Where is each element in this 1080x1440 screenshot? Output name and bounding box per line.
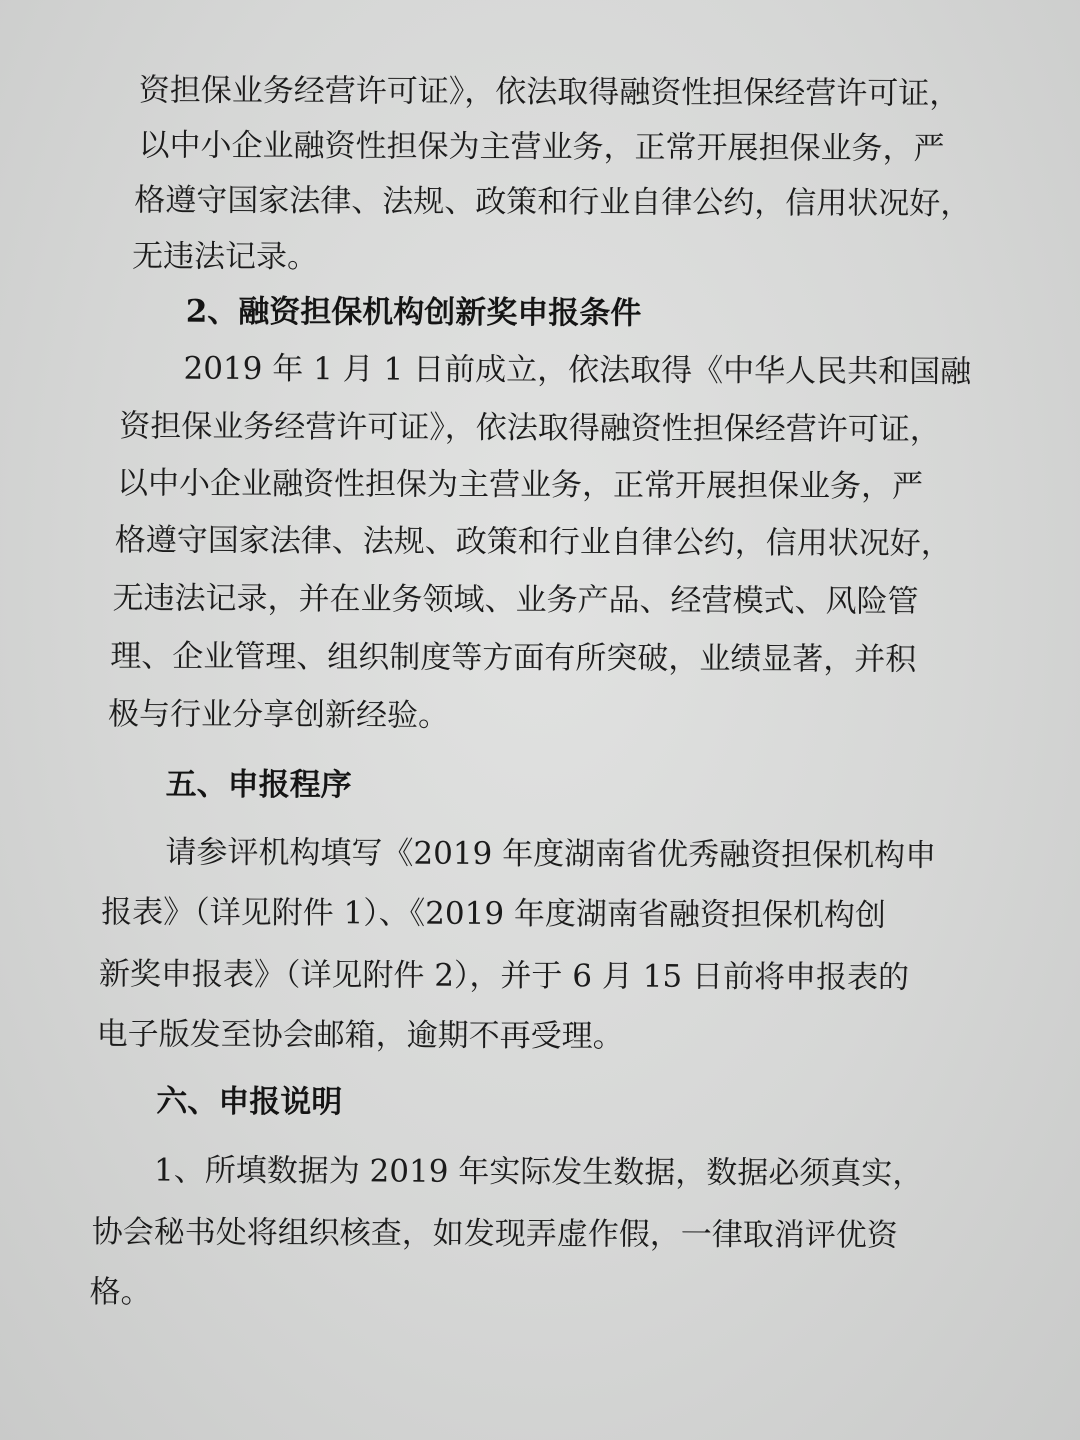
body-line-12: 极与行业分享创新经验。 bbox=[107, 696, 450, 734]
body-line-10: 无违法记录，并在业务领域、业务产品、经营模式、风险管 bbox=[112, 580, 919, 620]
document-page bbox=[57, 0, 972, 1440]
body-line-1: 资担保业务经营许可证》，依法取得融资性担保经营许可证， bbox=[138, 72, 961, 112]
body-line-17: 电子版发至协会邮箱，逾期不再受理。 bbox=[96, 1016, 624, 1055]
body-line-7: 资担保业务经营许可证》，依法取得融资性担保经营许可证， bbox=[119, 408, 941, 448]
body-line-4: 无违法记录。 bbox=[131, 238, 319, 276]
body-line-8: 以中小企业融资性担保为主营业务，正常开展担保业务，严 bbox=[116, 465, 924, 505]
body-line-20: 协会秘书处将组织核查，如发现弄虚作假，一律取消评优资 bbox=[91, 1214, 898, 1254]
body-line-16: 新奖申报表》（详见附件 2），并于 6 月 15 日前将申报表的 bbox=[98, 956, 910, 996]
body-line-21: 格。 bbox=[89, 1274, 152, 1311]
body-line-14: 请参评机构填写《2019 年度湖南省优秀融资担保机构申 bbox=[165, 834, 937, 874]
body-line-11: 理、企业管理、组织制度等方面有所突破，业绩显著，并积 bbox=[110, 638, 917, 678]
body-line-2: 以中小企业融资性担保为主营业务，正常开展担保业务，严 bbox=[138, 127, 945, 167]
body-line-15: 报表》（详见附件 1）、《2019 年度湖南省融资担保机构创 bbox=[101, 894, 887, 934]
body-line-6: 2019 年 1 月 1 日前成立，依法取得《中华人民共和国融 bbox=[183, 350, 972, 391]
subheading-innovation-award-conditions: 2、融资担保机构创新奖申报条件 bbox=[185, 293, 642, 332]
body-line-9: 格遵守国家法律、法规、政策和行业自律公约，信用状况好， bbox=[114, 522, 952, 562]
body-line-3: 格遵守国家法律、法规、政策和行业自律公约，信用状况好， bbox=[134, 182, 972, 223]
section-heading-six: 六、申报说明 bbox=[156, 1083, 343, 1121]
section-heading-five: 五、申报程序 bbox=[165, 766, 352, 804]
body-line-19: 1、所填数据为 2019 年实际发生数据，数据必须真实， bbox=[153, 1152, 924, 1192]
